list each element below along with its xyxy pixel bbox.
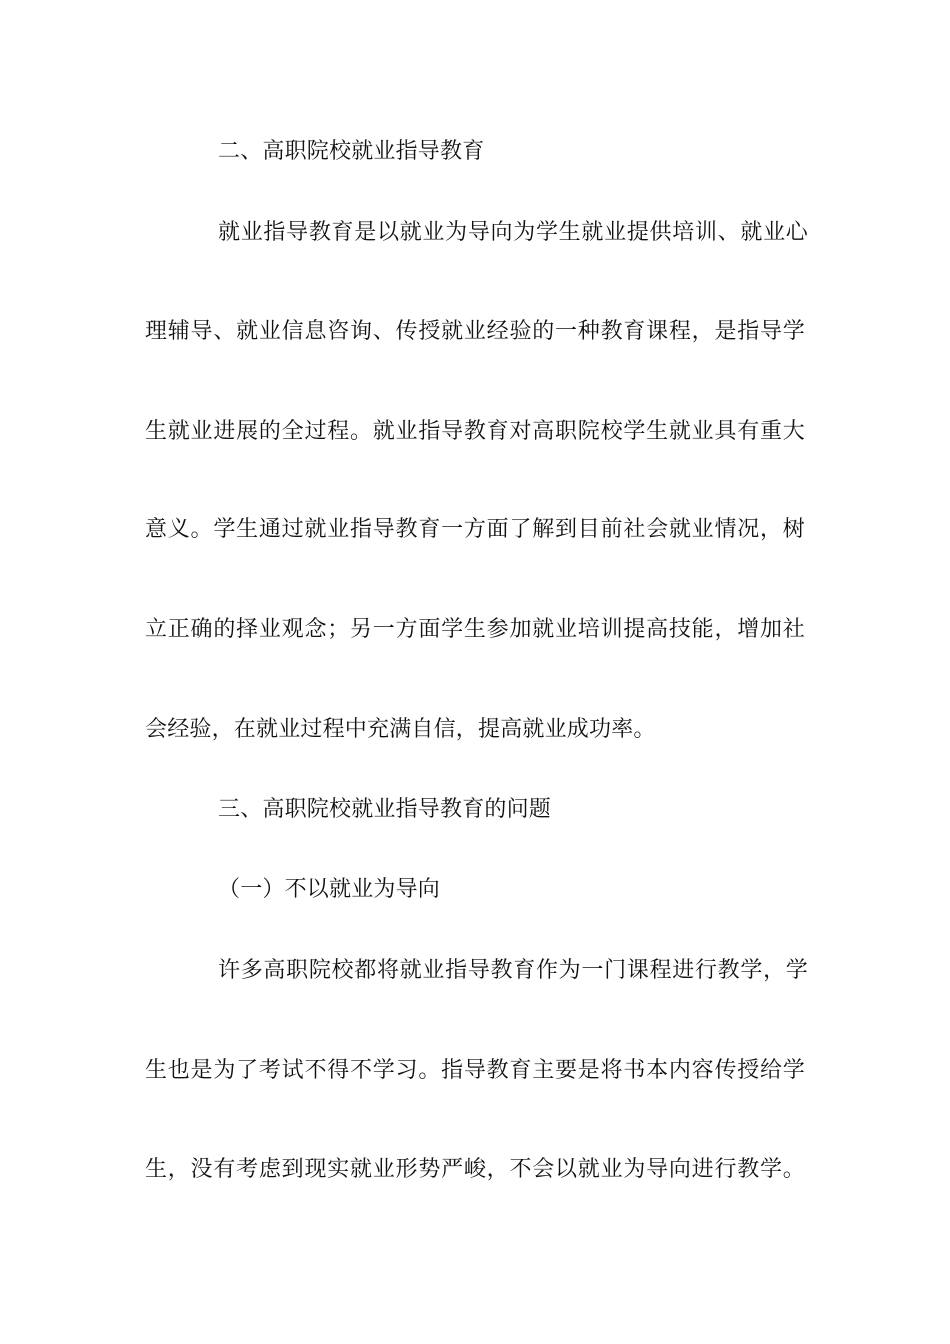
paragraph-1-line-6: 会经验，在就业过程中充满自信，提高就业成功率。: [145, 717, 656, 742]
section-heading-2: 二、高职院校就业指导教育: [218, 139, 485, 164]
paragraph-2-line-3: 生，没有考虑到现实就业形势严峻，不会以就业为导向进行教学。: [145, 1157, 805, 1182]
paragraph-1-line-2: 理辅导、就业信息咨询、传授就业经验的一种教育课程，是指导学: [145, 319, 805, 344]
paragraph-1-line-4: 意义。学生通过就业指导教育一方面了解到目前社会就业情况，树: [145, 517, 805, 542]
paragraph-1-line-3: 生就业进展的全过程。就业指导教育对高职院校学生就业具有重大: [145, 419, 805, 444]
section-heading-3: 三、高职院校就业指导教育的问题: [218, 797, 552, 822]
paragraph-1-line-1: 就业指导教育是以就业为导向为学生就业提供培训、就业心: [218, 220, 808, 245]
subsection-heading-1: （一）不以就业为导向: [218, 877, 441, 902]
paragraph-2-line-2: 生也是为了考试不得不学习。指导教育主要是将书本内容传授给学: [145, 1058, 805, 1083]
paragraph-2-line-1: 许多高职院校都将就业指导教育作为一门课程进行教学，学: [218, 958, 808, 983]
paragraph-1-line-5: 立正确的择业观念；另一方面学生参加就业培训提高技能，增加社: [145, 617, 805, 642]
